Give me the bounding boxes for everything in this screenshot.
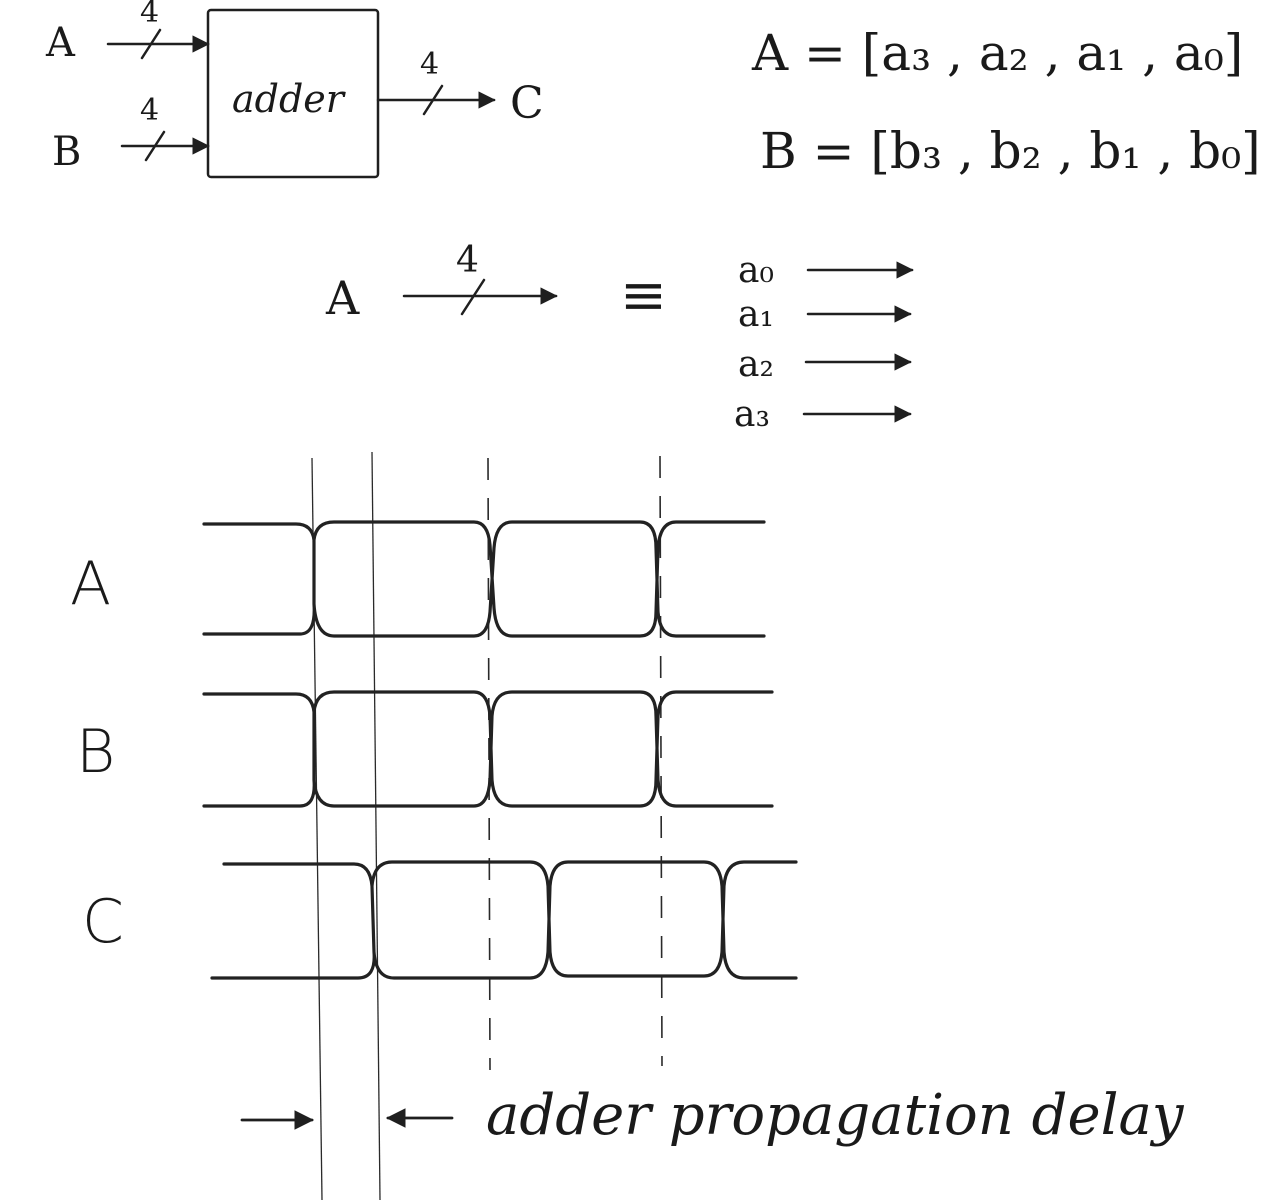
equivalence-symbol: ≡	[620, 263, 667, 328]
vector-definitions	[751, 24, 1261, 180]
input-b-width: 4	[140, 93, 160, 128]
waveform-b	[204, 692, 772, 806]
wire-label-a2: a₂	[738, 344, 774, 385]
delay-annotation-label: adder propagation delay	[486, 1083, 1184, 1148]
output-c-width: 4	[420, 47, 440, 82]
bus-equivalence	[325, 240, 912, 435]
propagation-delay-annotation	[242, 1083, 1185, 1148]
signal-label-b: B	[76, 717, 116, 787]
bus-a-label: A	[326, 271, 360, 325]
ref-line-output-change	[372, 452, 380, 1200]
vector-b-definition: B = [b₃ , b₂ , b₁ , b₀]	[760, 122, 1261, 180]
wire-label-a0: a₀	[738, 250, 774, 291]
waveform-a	[204, 522, 764, 636]
adder-block-diagram	[45, 0, 544, 177]
wire-label-a3: a₃	[734, 394, 770, 435]
wire-label-a1: a₁	[738, 294, 774, 335]
input-b-label: B	[52, 129, 82, 175]
adder-block-label: adder	[232, 77, 344, 121]
input-a-label: A	[46, 20, 75, 66]
signal-label-a: A	[70, 549, 112, 619]
timing-waveforms	[70, 522, 796, 978]
input-a-width: 4	[140, 0, 160, 30]
bus-a-width: 4	[456, 240, 479, 281]
output-c-label: C	[510, 78, 544, 129]
vector-a-definition: A = [a₃ , a₂ , a₁ , a₀]	[752, 24, 1244, 82]
waveform-c	[212, 862, 796, 978]
signal-label-c: C	[82, 887, 124, 957]
